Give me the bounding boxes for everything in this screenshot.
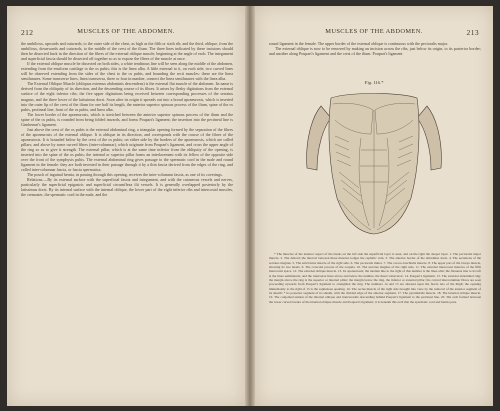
left-paragraph: the umbilicus, upwards and outwards, to the outer side of the chest, as high as the fifth or sixth rib; and the third, oblique, from the umbilicus, downwards and outwards, to the middle of the crest of the ilium. The three lines indicated by these incisions should then be dissected back in the direction of the fibres of the external oblique muscle, beginning at the angle of each. The integument and superficial fascia should be dissected off together so as to expose the fibres of the muscle at once. bbox=[21, 41, 233, 62]
left-body-text bbox=[21, 41, 233, 197]
left-paragraph: Just above the crest of the os pubis is the external abdominal ring, a triangular opening formed by the separation of the fibres of the aponeurosis of the external oblique. It is oblique in its direction, and corresponds with the course of the fibres of the aponeurosis. It is bounded below by the crest of the os pubis; on either side by the borders of the aponeurosis, which are called pillars; and above by some curved fibres (inter-columnar), which originate from Poupart's ligament, and cross the upper angle of the ring so as to give it strength. The external pillar, which is at the same time inferior from the obliquity of the opening, is inserted into the spine of the os pubis; the internal or superior pillar forms an interlacement with its fellow of the opposite side over the front of the symphysis pubis. The external abdominal ring gives passage to the spermatic cord in the male and round ligament in the female: they are both invested in their passage through it by a thin fascia derived from the edges of the ring, and called inter-columnar fascia, or fascia spermatica. bbox=[21, 126, 233, 173]
left-page-number: 212 bbox=[21, 28, 34, 37]
right-body-text bbox=[269, 41, 481, 56]
right-paragraph: The external oblique is now to be removed by making an incision across the ribs, just below its origin, to its posterior border; and another along Poupart's ligament and the crest of the ilium. Poupart's ligament bbox=[269, 46, 481, 57]
right-page bbox=[255, 6, 493, 406]
right-arm bbox=[417, 106, 441, 170]
left-paragraph: Relations.—By its external surface with the superficial fascia and integument, and with the cutaneous vessels and nerves, particularly the superficial epigastric and superficial circumflexa ilii vessels. It is generally overlapped posteriorly by the latissimus dorsi. By its internal surface with the internal oblique, the lower part of the eight inferior ribs and intercostal muscles, the cremaster, the spermatic cord in the male, and the bbox=[21, 177, 233, 198]
left-arm bbox=[307, 106, 331, 170]
left-paragraph: The lower border of the aponeurosis, which is stretched between the anterior superior spinous process of the ilium and the spine of the os pubis, is rounded from being folded inwards, and forms Poupart's ligament; the insertion into the pectineal line is Gimbernat's ligament. bbox=[21, 111, 233, 127]
left-paragraph: The External Oblique Muscle (obliquus externus abdominis descendens) is the external flat muscle of the abdomen. Its name is derived from the obliquity of its direction, and the descending course of its fibres. It arises by fleshy digitations from the external surface of the eight inferior ribs; the five upper digitations being received between corresponding processes of the serratus magnus, and the three lower of the latissimus dorsi. Soon after its origin it spreads out into a broad aponeurosis, which is inserted into the outer lip of the crest of the ilium for one half its length, the anterior superior spinous process of the ilium, spine of the os pubis, pectineal line, front of the os pubis, and linea alba. bbox=[21, 81, 233, 112]
right-paragraph: round ligament in the female. The upper border of the external oblique is continuous with the pectoralis major. bbox=[269, 41, 448, 46]
left-paragraph: If the external oblique muscle be dissected on both sides, a white tendinous line will be seen along the middle of the abdomen, extending from the ensiform cartilage to the os pubis; this is the linea alba. A little external to it, on each side, two curved lines will be observed extending from the sides of the chest to the os pubis, and bounding the recti muscles: these are the linea semilunares. Some transverse lines, linea transversa, three or four in number, connect the linea semilunares with the linea alba. bbox=[21, 61, 233, 82]
left-page bbox=[7, 6, 245, 406]
caption-text: * The muscles of the anterior aspect of the trunk; on the left side the superficial layer is seen, and on the right the deeper layer. 1. The pectoralis major muscle. 2. The deltoid; the interval between these muscles lodges the cephalic vein. 3. The anterior border of the latissimus dorsi. 4. The serrations of the serratus magnus. 5. The subclavius muscle of the right side. 6. The pectoralis minor. 7. The coraco-brachialis muscle. 8. The upper part of the biceps muscle, showing its two heads. 9. The coracoid process of the scapula. 10. The serratus magnus of the right side. 11. The external intercostal muscles of the fifth intercostal space. 12. The external oblique muscle. 13. Its aponeurosis; the median line to the right of this number is the linea alba; the flexuous line to its left is the linea semilunaris; and the transverse lines above and below the number, the lineæ transversæ. 14. Poupart's ligament. 15. The external abdominal ring; the margin above the ring is the superior or internal pillar; the margin below the ring, the inferior or external pillar; the curved intercolumnar fibres are seen proceeding upwards from Poupart's ligament to strengthen the ring. The numbers 14 and 15 are situated upon the fascia lata of the thigh; the opening immediately to the right of 15 is the saphenous opening. 16. The rectus muscle of the right side brought into view by the removal of the anterior segment of its sheath: * its posterior segment of its sheath, with the divided edge of the anterior segment. 17. The pyramidalis muscle. 18. The internal oblique muscle. 19. The conjoined tendon of the internal oblique and transversalis descending behind Poupart's ligament to the pectineal line. 20. The arch formed between the lower curved border of the internal oblique muscle and Poupart's ligament; it is beneath this arch that the spermatic cord and hernia pass. bbox=[269, 252, 481, 304]
left-paragraph: The pouch of inguinal hernia, in passing through this opening, receives the inter-columnar fascia, as one of its coverings. bbox=[27, 172, 223, 178]
right-page-title: MUSCLES OF THE ABDOMEN. bbox=[325, 28, 423, 35]
figure-label: Fig. 116.* bbox=[364, 80, 384, 85]
left-page-title: MUSCLES OF THE ABDOMEN. bbox=[77, 28, 175, 35]
book-gutter bbox=[245, 6, 255, 406]
right-page-number: 213 bbox=[466, 28, 479, 37]
left-running-head bbox=[21, 28, 231, 37]
figure-caption bbox=[269, 252, 481, 304]
anatomy-figure bbox=[299, 88, 449, 236]
right-running-head bbox=[269, 28, 479, 37]
